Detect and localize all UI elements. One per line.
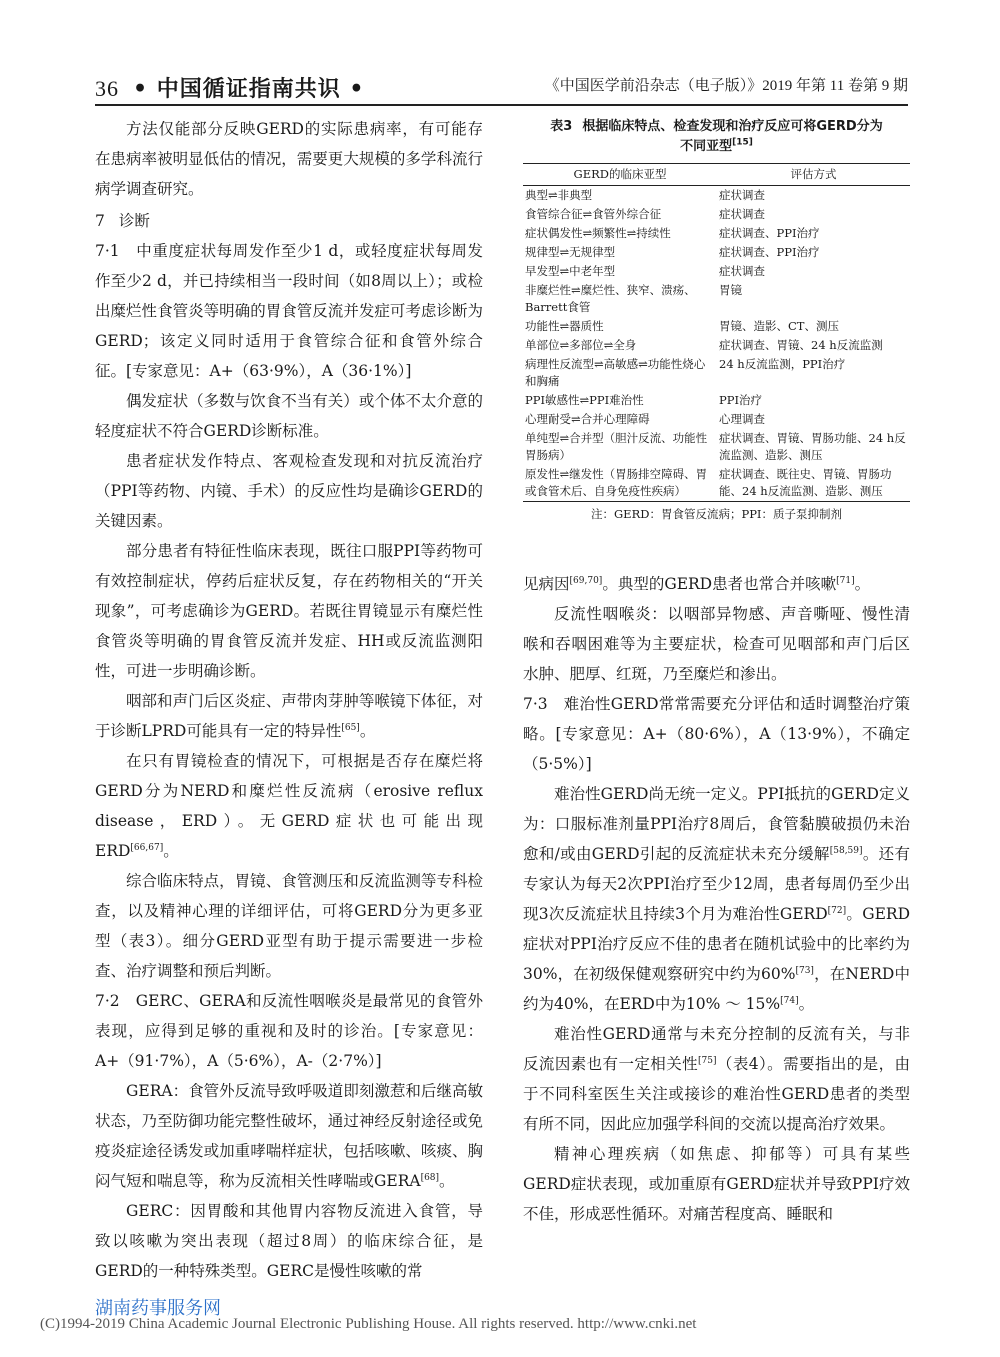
table-3 bbox=[523, 117, 910, 524]
citation: [69,70] bbox=[569, 575, 603, 586]
table-row bbox=[523, 355, 910, 391]
assessment-cell: 症状调查、既往史、胃镜、胃肠功能、24 h反流监测、造影、测压 bbox=[717, 465, 910, 502]
subtype-cell: 早发型⇌中老年型 bbox=[525, 264, 616, 278]
right-column bbox=[523, 569, 910, 1229]
text: 。GERD症状对PPI治疗反应不佳的患者在随机试验中的比率约为30%，在初级保健观察研究中约为60% bbox=[523, 905, 910, 983]
citation: [66,67] bbox=[130, 842, 164, 853]
text: 见病因 bbox=[523, 575, 570, 593]
assessment-cell: PPI治疗 bbox=[719, 393, 763, 407]
page-number: 36 bbox=[95, 76, 119, 101]
assessment-cell: 症状调查、胃镜、胃肠功能、24 h反流监测、造影、测压 bbox=[719, 431, 906, 462]
subtype-cell: 心理耐受⇌合并心理障碍 bbox=[525, 412, 650, 426]
table-row bbox=[523, 186, 910, 206]
table-caption bbox=[523, 117, 910, 157]
paragraph: 在只有胃镜检查的情况下，可根据是否存在糜烂将GERD分为NERD和糜烂性反流病（erosive reflux disease，ERD）。无GERD症状也可能出现ERD[66,67]。 bbox=[95, 752, 483, 860]
paragraph bbox=[523, 1019, 910, 1139]
column-title: • 中国循证指南共识 • bbox=[133, 76, 365, 102]
table-row bbox=[523, 336, 910, 355]
subtype-cell: 功能性⇌器质性 bbox=[525, 319, 604, 333]
text: （表4）。需要指出的是，由于不同科室医生关注或接诊的难治性GERD患者的类型有所不同，因此应加强学科间的交流以提高治疗效果。 bbox=[523, 1055, 910, 1133]
text: GERA：食管外反流导致呼吸道即刻激惹和后继高敏状态，乃至防御功能完整性破坏，通过神经反射途径或免疫炎症途径诱发或加重哮喘样症状，包括咳嗽、咳痰、胸闷气短和喘息等，称为反流相关性哮喘或GERA bbox=[95, 1082, 483, 1190]
table-row bbox=[523, 205, 910, 224]
caption-text: 不同亚型 bbox=[680, 139, 733, 154]
table-row bbox=[523, 429, 910, 465]
subtype-cell: 单纯型⇌合并型（胆汁反流、功能性胃肠病） bbox=[525, 431, 708, 462]
section-heading bbox=[95, 206, 483, 236]
section-number: 7 bbox=[95, 212, 105, 230]
paragraph: 7·1 中重度症状每周发作至少1 d，或轻度症状每周发作至少2 d，并已持续相当一段时间（如8周以上）；或检出糜烂性食管炎等明确的胃食管反流并发症可考虑诊断为GERD；该定义同时适用于食管综合征和食管外综合征。[专家意见：A+（63·9%），A（36·1%）] bbox=[95, 242, 483, 380]
assessment-cell: 24 h反流监测，PPI治疗 bbox=[719, 357, 846, 371]
paragraph: 方法仅能部分反映GERD的实际患病率，有可能存在患病率被明显低估的情况，需要更大规模的多学科流行病学调查研究。 bbox=[95, 120, 483, 198]
assessment-cell: 症状调查、胃镜、24 h反流监测 bbox=[719, 338, 883, 352]
table-row bbox=[523, 410, 910, 429]
text: 咽部和声门后区炎症、声带肉芽肿等喉镜下体征，对于诊断LPRD可能具有一定的特异性 bbox=[95, 692, 483, 740]
subtype-cell: 典型⇌非典型 bbox=[525, 188, 593, 202]
text: 。典型的GERD患者也常合并咳嗽 bbox=[602, 575, 837, 593]
citation: [68] bbox=[420, 1172, 440, 1183]
page-header bbox=[0, 0, 1000, 110]
paragraph: 7·3 难治性GERD常常需要充分评估和适时调整治疗策略。[专家意见：A+（80·6%），A（13·9%），不确定（5·5%）] bbox=[523, 695, 910, 773]
table-body bbox=[523, 186, 910, 502]
subtype-cell: 非糜烂性⇌糜烂性、狭窄、溃疡、Barrett食管 bbox=[525, 283, 696, 314]
text: ，在NERD中约为40%，在ERD中为10% ～ 15% bbox=[523, 965, 910, 1013]
citation: [74] bbox=[780, 995, 799, 1006]
assessment-cell: 症状调查 bbox=[719, 207, 765, 221]
citation: [73] bbox=[795, 965, 814, 976]
text: 难治性GERD尚无统一定义。PPI抵抗的GERD定义为：口服标准剂量PPI治疗8周后，食管黏膜破损仍未治愈和/或由GERD引起的反流症状未充分缓解 bbox=[523, 785, 910, 863]
subtype-cell: PPI敏感性⇌PPI难治性 bbox=[525, 393, 644, 407]
paragraph: 精神心理疾病（如焦虑、抑郁等）可具有某些GERD症状表现，或加重原有GERD症状并导致PPI疗效不佳，形成恶性循环。对痛苦程度高、睡眠和 bbox=[523, 1145, 910, 1223]
copyright-footer: (C)1994-2019 China Academic Journal Electronic Publishing House. All rights reserved. http://www.cnki.net bbox=[40, 1316, 697, 1332]
text: 在只有胃镜检查的情况下，可根据是否存在糜烂将GERD分为NERD和糜烂性反流病（erosive reflux disease，ERD）。无GERD症状也可能出现ERD bbox=[95, 752, 483, 860]
subtype-cell: 原发性⇌继发性（胃肠排空障碍、胃或食管术后、自身免疫性疾病） bbox=[523, 465, 717, 502]
table-row bbox=[523, 243, 910, 262]
assessment-cell: 症状调查、PPI治疗 bbox=[719, 226, 820, 240]
header-left bbox=[95, 72, 364, 103]
paragraph: 难治性GERD尚无统一定义。PPI抵抗的GERD定义为：口服标准剂量PPI治疗8周后，食管黏膜破损仍未治愈和/或由GERD引起的反流症状未充分缓解[58,59]。还有专家认为每天2次PPI治疗至少12周，患者每周仍至少出现3次反流症状且持续3个月为难治性GERD[72]。GERD症状对PPI治疗反应不佳的患者在随机试验中的比率约为30%，在初级保健观察研究中约为60%[73]，在NERD中约为40%，在ERD中为10% ～ 15%[74]。 bbox=[523, 785, 910, 1013]
watermark: 湖南药事服务网 bbox=[95, 1298, 221, 1319]
subtype-cell: 病理性反流型⇌高敏感⇌功能性烧心和胸痛 bbox=[525, 357, 706, 388]
subtype-cell: 食管综合征⇌食管外综合征 bbox=[525, 207, 662, 221]
assessment-cell: 症状调查、PPI治疗 bbox=[719, 245, 820, 259]
citation: [75] bbox=[698, 1055, 717, 1066]
paragraph: 见病因[69,70]。典型的GERD患者也常合并咳嗽[71]。 bbox=[523, 575, 871, 593]
paragraph: 综合临床特点，胃镜、食管测压和反流监测等专科检查，以及精神心理的详细评估，可将GERD分为更多亚型（表3）。细分GERD亚型有助于提示需要进一步检查、治疗调整和预后判断。 bbox=[95, 872, 483, 980]
assessment-cell: 胃镜 bbox=[719, 283, 742, 297]
subtype-cell: 症状偶发性⇌频繁性⇌持续性 bbox=[525, 226, 671, 240]
paragraph: 偶发症状（多数与饮食不当有关）或个体不太介意的轻度症状不符合GERD诊断标准。 bbox=[95, 392, 483, 440]
paragraph: 患者症状发作特点、客观检查发现和对抗反流治疗（PPI等药物、内镜、手术）的反应性均是确诊GERD的关键因素。 bbox=[95, 452, 483, 530]
table-label: 表3 bbox=[550, 119, 573, 134]
table-header: 评估方式 bbox=[717, 164, 910, 186]
header-rule bbox=[95, 104, 908, 106]
citation: [15] bbox=[732, 137, 753, 148]
paragraph: GERA：食管外反流导致呼吸道即刻激惹和后继高敏状态，乃至防御功能完整性破坏，通过神经反射途径或免疫炎症途径诱发或加重哮喘样症状，包括咳嗽、咳痰、胸闷气短和喘息等，称为反流相关性哮喘或GERA[68]。 bbox=[95, 1082, 483, 1190]
table-row bbox=[523, 465, 910, 502]
table-row bbox=[523, 262, 910, 281]
citation: [58,59] bbox=[829, 845, 863, 856]
paragraph: 咽部和声门后区炎症、声带肉芽肿等喉镜下体征，对于诊断LPRD可能具有一定的特异性[65]。 bbox=[95, 692, 483, 740]
table-row bbox=[523, 281, 910, 317]
paragraph: GERC：因胃酸和其他胃内容物反流进入食管，导致以咳嗽为突出表现（超过8周）的临床综合征，是GERD的一种特殊类型。GERC是慢性咳嗽的常 bbox=[95, 1202, 483, 1280]
left-column bbox=[95, 114, 483, 1286]
caption-text: 根据临床特点、检查发现和治疗反应可将GERD分为 bbox=[582, 119, 883, 134]
paragraph: 7·2 GERC、GERA和反流性咽喉炎是最常见的食管外表现，应得到足够的重视和及时的诊治。[专家意见：A+（91·7%），A（5·6%），A-（2·7%）] bbox=[95, 992, 483, 1070]
text: 。还有专家认为每天2次PPI治疗至少12周，患者每周仍至少出现3次反流症状且持续3个月为难治性GERD bbox=[523, 845, 910, 923]
text: 难治性GERD通常与未充分控制的反流有关，与非反流因素也有一定相关性 bbox=[523, 1025, 910, 1073]
subtype-cell: 单部位⇌多部位⇌全身 bbox=[525, 338, 637, 352]
table-row bbox=[523, 317, 910, 336]
table bbox=[523, 163, 910, 502]
table-header: GERD的临床亚型 bbox=[523, 164, 717, 186]
assessment-cell: 症状调查 bbox=[719, 264, 765, 278]
table-note: 注：GERD：胃食管反流病；PPI：质子泵抑制剂 bbox=[591, 507, 842, 521]
paragraph: 部分患者有特征性临床表现，既往口服PPI等药物可有效控制症状，停药后症状反复，存在药物相关的“开关现象”，可考虑确诊为GERD。若既往胃镜显示有糜烂性食管炎等明确的胃食管反流并发症、HH或反流监测阳性，可进一步明确诊断。 bbox=[95, 542, 483, 680]
subtype-cell: 规律型⇌无规律型 bbox=[525, 245, 616, 259]
assessment-cell: 心理调查 bbox=[719, 412, 765, 426]
citation: [72] bbox=[827, 905, 847, 916]
assessment-cell: 症状调查 bbox=[719, 188, 765, 202]
journal-title: 《中国医学前沿杂志（电子版）》2019 年第 11 卷第 9 期 bbox=[544, 78, 908, 94]
section-title: 诊断 bbox=[118, 212, 150, 230]
assessment-cell: 胃镜、造影、CT、测压 bbox=[719, 319, 839, 333]
citation: [65] bbox=[341, 722, 360, 733]
paragraph: 反流性咽喉炎：以咽部异物感、声音嘶哑、慢性清喉和吞咽困难等为主要症状，检查可见咽部和声门后区水肿、肥厚、红斑，乃至糜烂和渗出。 bbox=[523, 605, 910, 683]
citation: [71] bbox=[836, 575, 855, 586]
table-row bbox=[523, 224, 910, 243]
table-row bbox=[523, 391, 910, 410]
